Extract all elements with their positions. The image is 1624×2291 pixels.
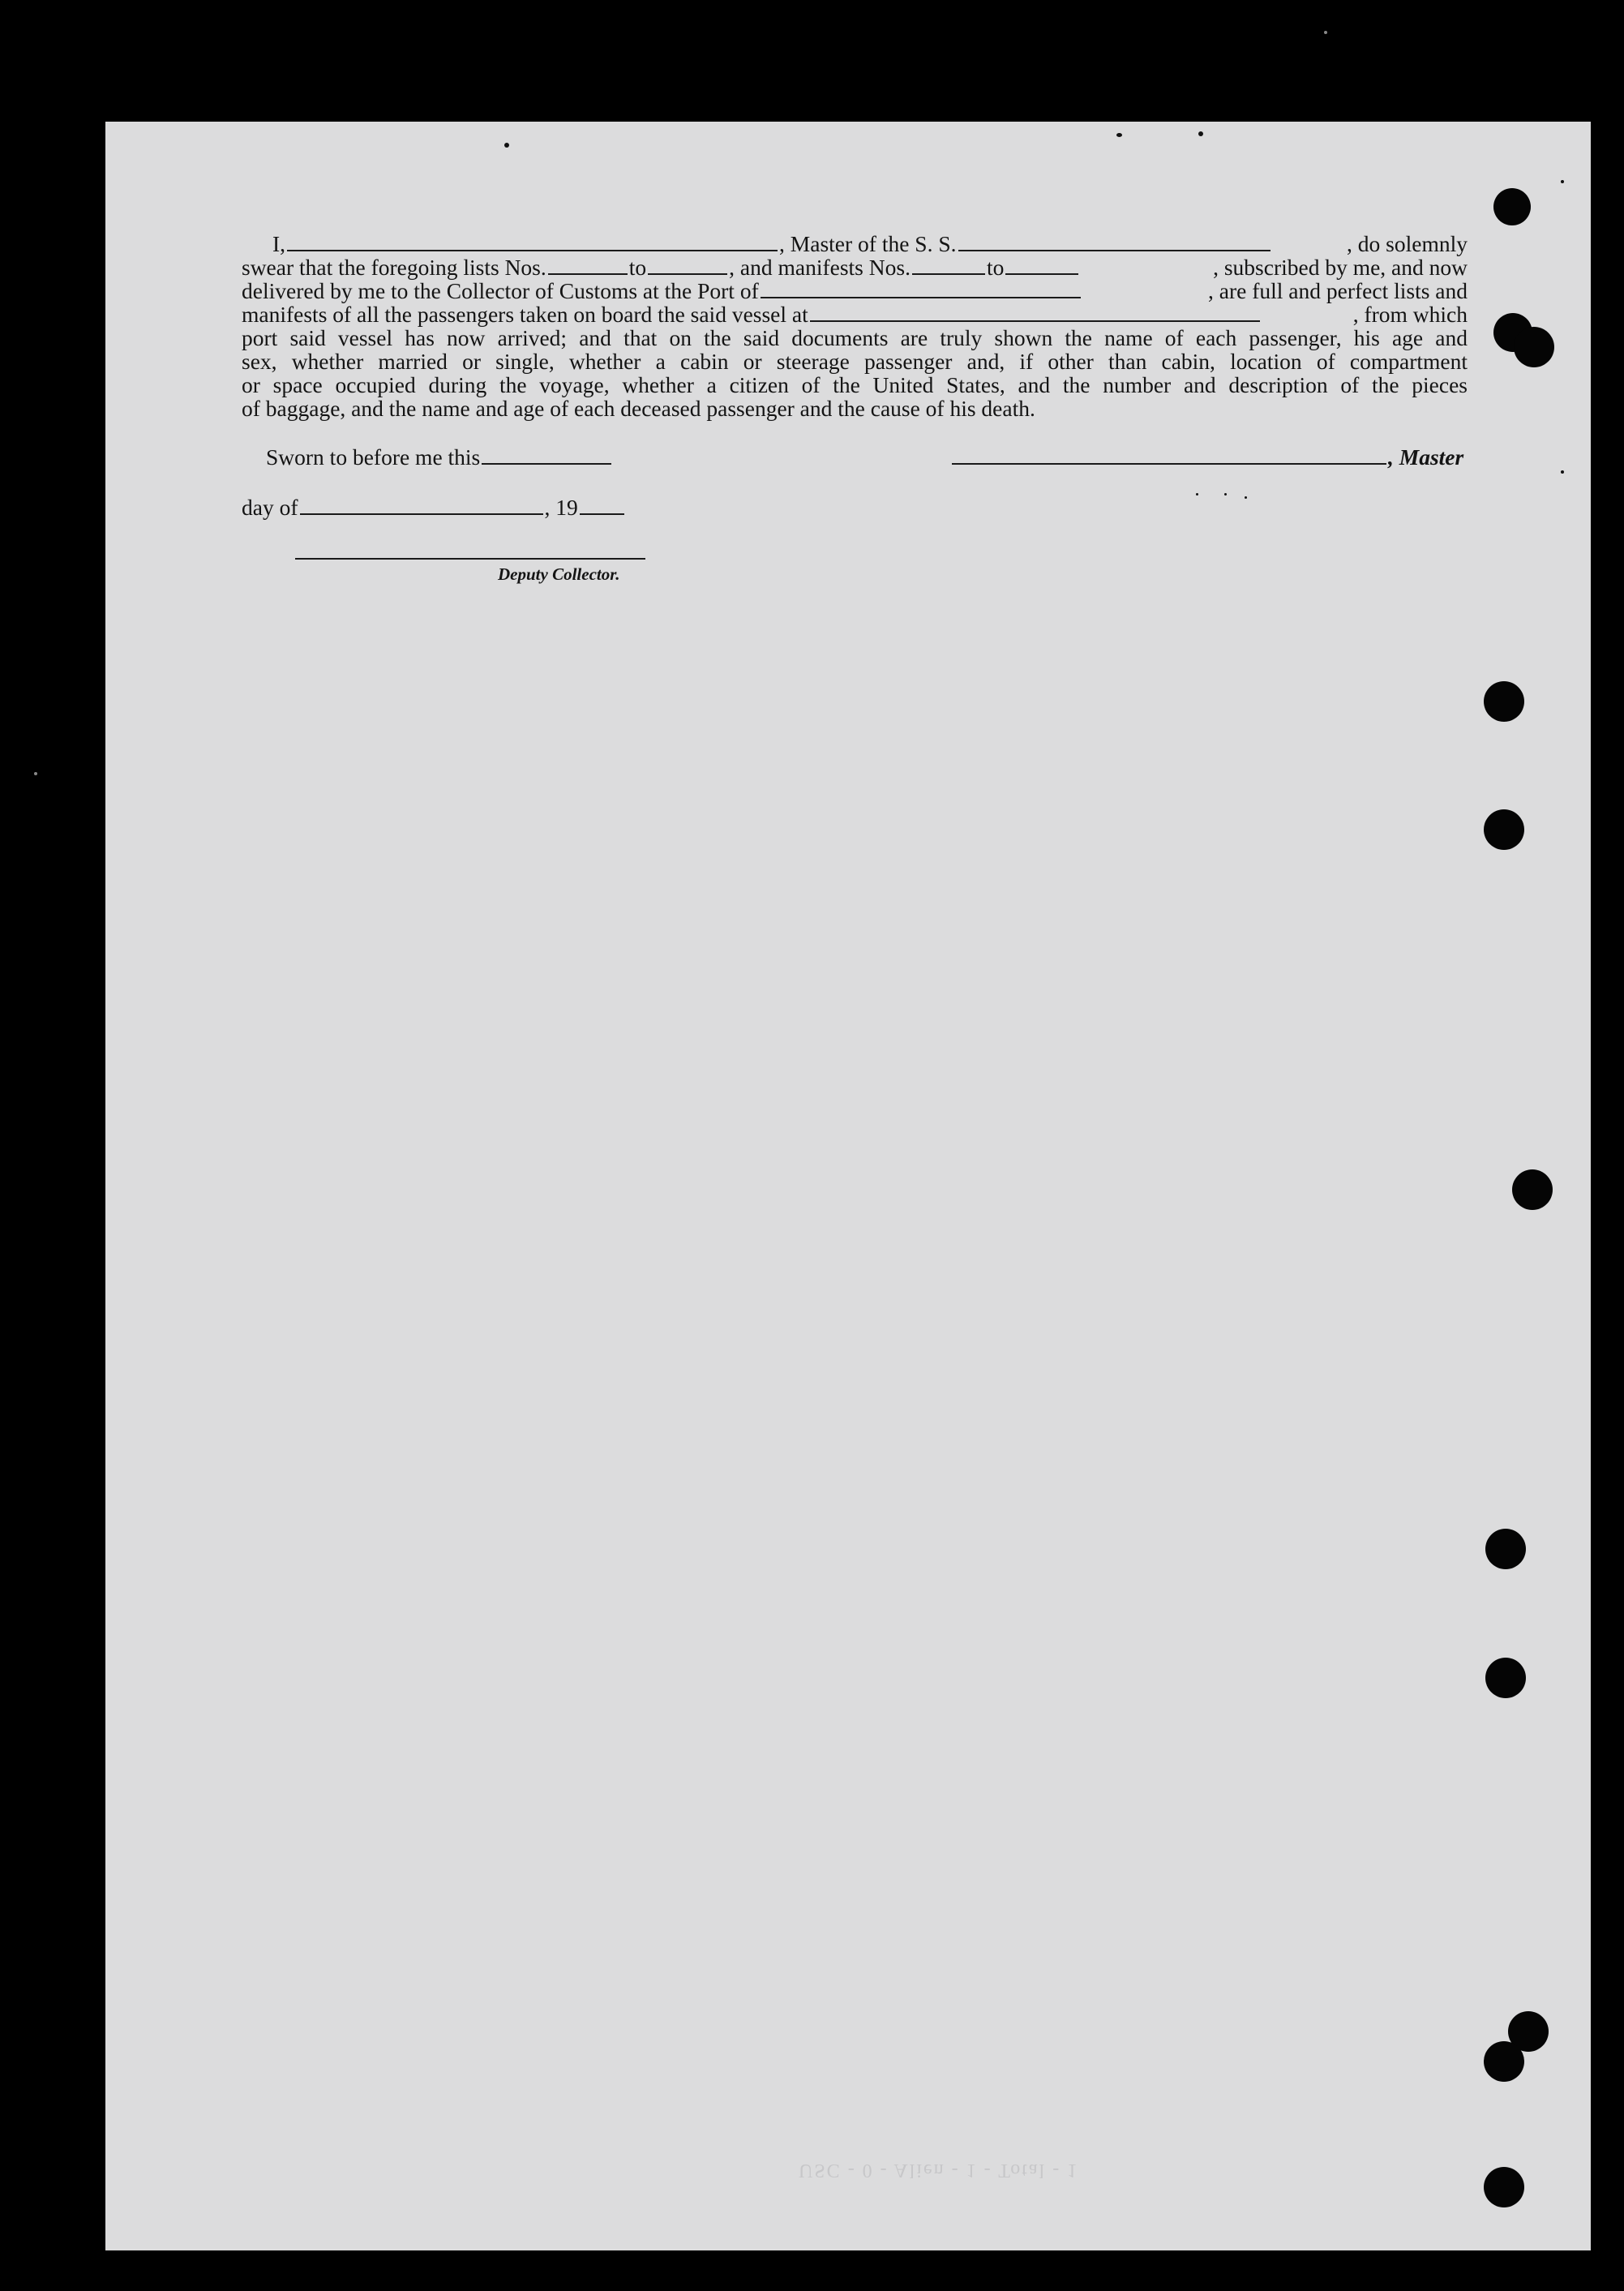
sworn-line [266, 444, 613, 470]
oath-text: , from which [1352, 302, 1468, 327]
speck [1561, 180, 1564, 183]
oath-text: , and manifests Nos. [729, 255, 911, 280]
deputy-collector-label: Deputy Collector. [498, 564, 620, 584]
oath-text: , are full and perfect lists and [1208, 278, 1468, 303]
lists-from-blank[interactable] [548, 257, 628, 275]
punch-hole [1485, 1658, 1526, 1698]
month-blank[interactable] [300, 497, 543, 515]
speck [504, 143, 509, 148]
master-label: , Master [1388, 444, 1464, 470]
oath-text: to [986, 255, 1005, 280]
day-of-line [242, 495, 626, 521]
oath-text: , do solemnly [1347, 231, 1468, 256]
speck [1561, 470, 1564, 474]
vessel-name-blank[interactable] [958, 234, 1270, 251]
speck [1196, 493, 1198, 496]
oath-text: , subscribed by me, and now [1213, 255, 1468, 280]
oath-line-5: port said vessel has now arrived; and that on the said documents are truly shown the name of each passenger, his age and [242, 325, 1468, 350]
form-sheet [105, 122, 1591, 2250]
speck [1198, 131, 1203, 136]
oath-line-4 [242, 302, 1468, 326]
punch-hole [1484, 809, 1524, 850]
oath-text: delivered by me to the Collector of Customs at the Port of [242, 278, 759, 303]
speck [1116, 133, 1122, 137]
sworn-day-blank[interactable] [482, 447, 611, 465]
oath-text: , Master of the S. S. [779, 231, 957, 256]
oath-text: to [628, 255, 647, 280]
sworn-label: Sworn to before me this [266, 444, 481, 470]
year-blank[interactable] [580, 497, 624, 515]
manifests-from-blank[interactable] [912, 257, 985, 275]
punch-hole [1485, 1529, 1526, 1569]
oath-line-8: of baggage, and the name and age of each deceased passenger and the cause of his death. [242, 396, 1035, 421]
oath-text: swear that the foregoing lists Nos. [242, 255, 546, 280]
oath-text: manifests of all the passengers taken on board the said vessel at [242, 302, 808, 327]
oath-line-7: or space occupied during the voyage, whether a citizen of the United States, and the number and description of the pieces [242, 372, 1468, 397]
day-of-label: day of [242, 495, 298, 520]
bleed-through-text: USC - 0 - Alien - 1 - Total - 1 [799, 2160, 1079, 2181]
port-blank[interactable] [761, 281, 1081, 298]
oath-text: I, [272, 231, 286, 256]
oath-line-1 [242, 232, 1468, 255]
speck [1245, 496, 1247, 499]
oath-paragraph [242, 232, 1468, 420]
punch-hole [1484, 681, 1524, 722]
master-signature-line [950, 444, 1463, 470]
speck [1324, 31, 1327, 34]
punch-hole [1484, 2041, 1524, 2082]
punch-hole [1514, 327, 1554, 367]
oath-line-6: sex, whether married or single, whether a cabin or steerage passenger and, if other than cabin, location of compartment [242, 349, 1468, 374]
speck [34, 772, 37, 775]
punch-hole [1493, 188, 1531, 225]
speck [1224, 493, 1227, 496]
oath-line-3 [242, 279, 1468, 302]
master-name-blank[interactable] [287, 234, 778, 251]
punch-hole [1512, 1169, 1553, 1210]
year-label: , 19 [544, 495, 578, 520]
lists-to-blank[interactable] [648, 257, 727, 275]
oath-line-2 [242, 255, 1468, 279]
deputy-signature-rule[interactable] [295, 558, 645, 560]
punch-hole [1484, 2167, 1524, 2207]
manifests-to-blank[interactable] [1005, 257, 1078, 275]
master-signature-blank[interactable] [952, 447, 1386, 465]
boarding-port-blank[interactable] [810, 304, 1260, 322]
